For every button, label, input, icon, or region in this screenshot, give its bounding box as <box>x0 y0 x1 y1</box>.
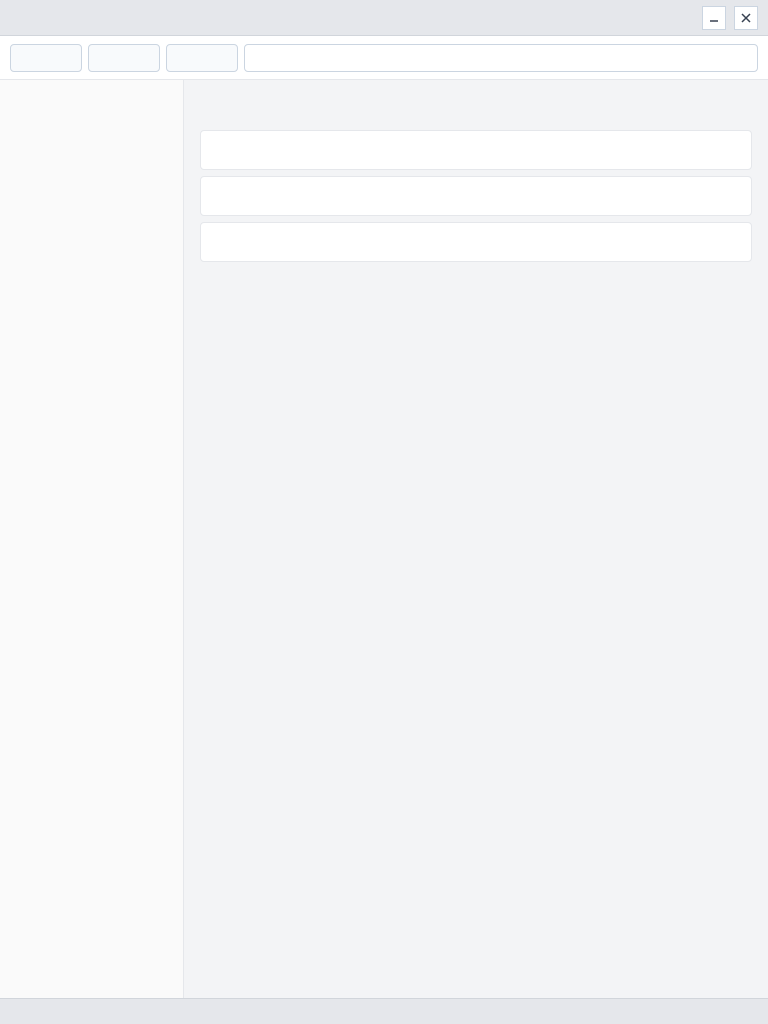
sidebar-item-3[interactable] <box>0 152 183 184</box>
sidebar-item-1[interactable] <box>0 88 183 120</box>
minimize-icon <box>709 13 719 23</box>
window-title <box>10 10 694 26</box>
list-item[interactable] <box>200 130 752 170</box>
main-panel <box>184 80 768 998</box>
search-input[interactable] <box>244 44 758 72</box>
close-icon <box>741 13 751 23</box>
close-button[interactable] <box>734 6 758 30</box>
sidebar-item-2[interactable] <box>0 120 183 152</box>
title-bar <box>0 0 768 36</box>
sidebar <box>0 80 184 998</box>
toolbar-button-2[interactable] <box>88 44 160 72</box>
status-bar <box>0 998 768 1024</box>
content-area <box>0 80 768 998</box>
sidebar-item-4[interactable] <box>0 184 183 216</box>
toolbar-button-3[interactable] <box>166 44 238 72</box>
page-title <box>200 96 752 118</box>
list-item[interactable] <box>200 176 752 216</box>
minimize-button[interactable] <box>702 6 726 30</box>
toolbar-button-1[interactable] <box>10 44 82 72</box>
list-item[interactable] <box>200 222 752 262</box>
toolbar <box>0 36 768 80</box>
